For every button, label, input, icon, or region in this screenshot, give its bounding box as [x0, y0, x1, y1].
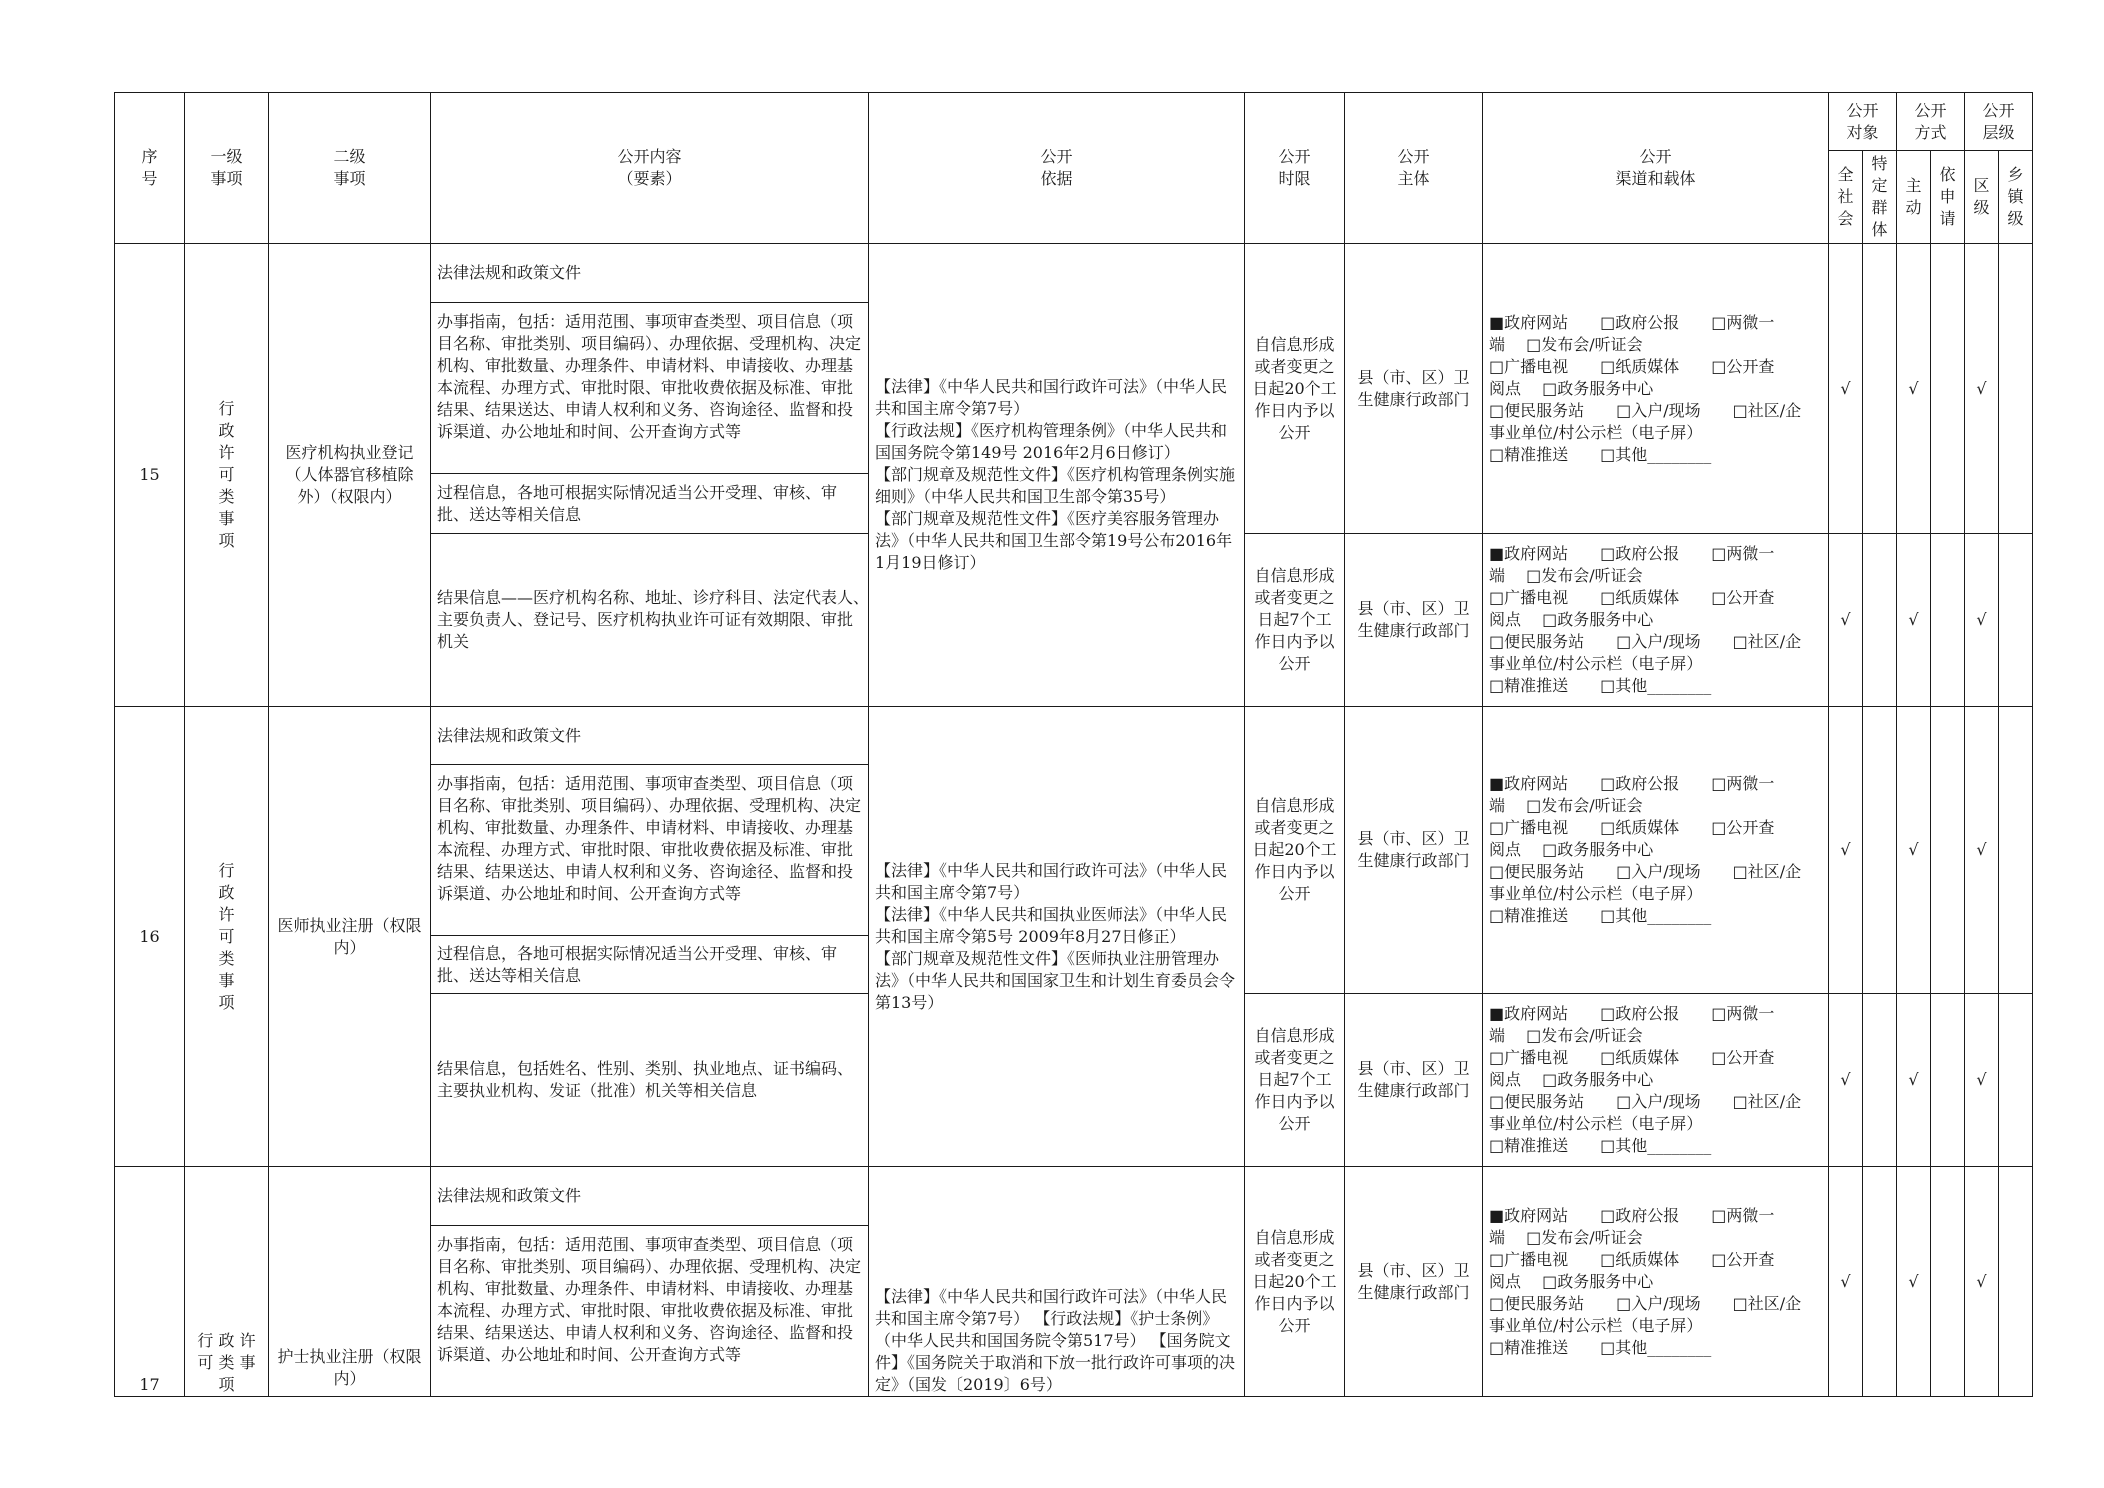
district-check: √ — [1965, 994, 1999, 1167]
active-check: √ — [1897, 534, 1931, 707]
whole-society-check: √ — [1829, 534, 1863, 707]
channel-line: 阅点 □政务服务中心 — [1489, 840, 1654, 859]
channel-line: 端 □发布会/听证会 — [1489, 566, 1643, 585]
channel-cell — [1483, 1167, 1829, 1397]
on-request-check — [1931, 1167, 1965, 1397]
level1-cell: 行 政 许 可 类 事 项 — [185, 707, 269, 1167]
content-guide: 办事指南，包括：适用范围、事项审查类型、项目信息（项目名称、审批类别、项目编码）、办理依据、受理机构、决定机构、审批数量、办理条件、申请材料、申请接收、办理基本流程、办理方式、审批时限、审批收费依据及标准、审批结果、结果送达、申请人权利和义务、咨询途径、监督和投诉渠道、办公地址和时间、公开查询方式等 — [431, 303, 869, 474]
time-limit-cell: 自信息形成或者变更之日起20个工作日内予以公开 — [1245, 707, 1345, 994]
header-whole-society: 全 社 会 — [1829, 151, 1863, 244]
channel-line: □广播电视 □纸质媒体 □公开查 — [1489, 588, 1775, 607]
time-limit-cell: 自信息形成或者变更之日起7个工作日内予以公开 — [1245, 994, 1345, 1167]
header-district: 区 级 — [1965, 151, 1999, 244]
whole-society-check: √ — [1829, 994, 1863, 1167]
level1-cell: 行 政 许 可 类 事 项 — [185, 1167, 269, 1397]
channel-line: □便民服务站 □入户/现场 □社区/企 — [1489, 862, 1802, 881]
specific-group-check — [1863, 244, 1897, 534]
table-row — [115, 1167, 2033, 1226]
header-subject: 公开 主体 — [1345, 93, 1483, 244]
channel-line: □广播电视 □纸质媒体 □公开查 — [1489, 1048, 1775, 1067]
header-active: 主 动 — [1897, 151, 1931, 244]
channel-line: □精准推送 □其他________ — [1489, 906, 1712, 925]
table-row — [115, 244, 2033, 303]
channel-cell — [1483, 244, 1829, 534]
channel-line: □精准推送 □其他________ — [1489, 676, 1712, 695]
district-check: √ — [1965, 1167, 1999, 1397]
channel-line: □便民服务站 □入户/现场 □社区/企 — [1489, 400, 1802, 420]
district-check: √ — [1965, 707, 1999, 994]
header-specific-group: 特 定 群 体 — [1863, 151, 1897, 244]
channel-line: 事业单位/村公示栏（电子屏） — [1489, 422, 1703, 442]
channel-line: 事业单位/村公示栏（电子屏） — [1489, 1315, 1703, 1335]
channel-line: □广播电视 □纸质媒体 □公开查 — [1489, 818, 1775, 837]
channel-line: □便民服务站 □入户/现场 □社区/企 — [1489, 1092, 1802, 1111]
township-check — [1999, 994, 2033, 1167]
subject-cell: 县（市、区）卫生健康行政部门 — [1345, 534, 1483, 707]
basis-cell: 【法律】《中华人民共和国行政许可法》（中华人民共和国主席令第7号） 【行政法规】《医疗机构管理条例》（中华人民共和国国务院令第149号 2016年2月6日修订） 【部门规章及规范性文件】《医疗机构管理条例实施细则》（中华人民共和国卫生部令第35号） 【部门规章及规范性文件】《医疗美容服务管理办法》（中华人民共和国卫生部令第19号公布2016年1月19日修订） — [869, 244, 1245, 707]
channel-line: □便民服务站 □入户/现场 □社区/企 — [1489, 632, 1802, 651]
channel-line: 阅点 □政务服务中心 — [1489, 1070, 1654, 1089]
township-check — [1999, 244, 2033, 534]
header-target: 公开 对象 — [1829, 93, 1897, 151]
channel-line: □便民服务站 □入户/现场 □社区/企 — [1489, 1293, 1802, 1313]
channel-line: 事业单位/村公示栏（电子屏） — [1489, 884, 1703, 903]
channel-line: 事业单位/村公示栏（电子屏） — [1489, 654, 1703, 673]
header-method: 公开 方式 — [1897, 93, 1965, 151]
content-result: 结果信息，包括姓名、性别、类别、执业地点、证书编码、主要执业机构、发证（批准）机关等相关信息 — [431, 994, 869, 1167]
channel-cell — [1483, 707, 1829, 994]
subject-cell: 县（市、区）卫生健康行政部门 — [1345, 1167, 1483, 1397]
channel-line: ■政府网站 □政府公报 □两微一 — [1489, 312, 1775, 332]
whole-society-check: √ — [1829, 244, 1863, 534]
header-level2: 二级 事项 — [269, 93, 431, 244]
content-law-docs: 法律法规和政策文件 — [431, 1167, 869, 1226]
channel-line: ■政府网站 □政府公报 □两微一 — [1489, 1004, 1775, 1023]
seq-cell: 17 — [115, 1167, 185, 1397]
channel-line: ■政府网站 □政府公报 □两微一 — [1489, 544, 1775, 563]
level2-cell: 医疗机构执业登记（人体器官移植除外）（权限内） — [269, 244, 431, 707]
content-process: 过程信息，各地可根据实际情况适当公开受理、审核、审批、送达等相关信息 — [431, 474, 869, 534]
channel-line: ■政府网站 □政府公报 □两微一 — [1489, 1205, 1775, 1225]
time-limit-cell: 自信息形成或者变更之日起7个工作日内予以公开 — [1245, 534, 1345, 707]
table-row — [115, 707, 2033, 765]
channel-line: 端 □发布会/听证会 — [1489, 334, 1643, 354]
channel-line: □精准推送 □其他________ — [1489, 1337, 1712, 1357]
district-check: √ — [1965, 534, 1999, 707]
header-level: 公开 层级 — [1965, 93, 2033, 151]
header-content: 公开内容 （要素） — [431, 93, 869, 244]
on-request-check — [1931, 994, 1965, 1167]
header-time-limit: 公开 时限 — [1245, 93, 1345, 244]
channel-line: 阅点 □政务服务中心 — [1489, 378, 1654, 398]
content-process: 过程信息，各地可根据实际情况适当公开受理、审核、审批、送达等相关信息 — [431, 936, 869, 994]
content-law-docs: 法律法规和政策文件 — [431, 707, 869, 765]
basis-cell: 【法律】《中华人民共和国行政许可法》（中华人民共和国主席令第7号） 【行政法规】《护士条例》（中华人民共和国国务院令第517号） 【国务院文件】《国务院关于取消和下放一批行政许可事项的决定》（国发〔2019〕6号） — [869, 1167, 1245, 1397]
seq-cell: 16 — [115, 707, 185, 1167]
level2-cell: 护士执业注册（权限内） — [269, 1167, 431, 1397]
content-guide: 办事指南，包括：适用范围、事项审查类型、项目信息（项目名称、审批类别、项目编码）、办理依据、受理机构、决定机构、审批数量、办理条件、申请材料、申请接收、办理基本流程、办理方式、审批时限、审批收费依据及标准、审批结果、结果送达、申请人权利和义务、咨询途径、监督和投诉渠道、办公地址和时间、公开查询方式等 — [431, 1226, 869, 1397]
subject-cell: 县（市、区）卫生健康行政部门 — [1345, 244, 1483, 534]
active-check: √ — [1897, 994, 1931, 1167]
header-row-1 — [115, 93, 2033, 151]
on-request-check — [1931, 707, 1965, 994]
township-check — [1999, 534, 2033, 707]
level2-cell: 医师执业注册（权限内） — [269, 707, 431, 1167]
specific-group-check — [1863, 994, 1897, 1167]
subject-cell: 县（市、区）卫生健康行政部门 — [1345, 707, 1483, 994]
channel-line: 端 □发布会/听证会 — [1489, 1026, 1643, 1045]
header-level1: 一级 事项 — [185, 93, 269, 244]
header-township: 乡 镇 级 — [1999, 151, 2033, 244]
time-limit-cell: 自信息形成或者变更之日起20个工作日内予以公开 — [1245, 244, 1345, 534]
on-request-check — [1931, 534, 1965, 707]
channel-line: 阅点 □政务服务中心 — [1489, 610, 1654, 629]
channel-line: 事业单位/村公示栏（电子屏） — [1489, 1114, 1703, 1133]
channel-line: ■政府网站 □政府公报 □两微一 — [1489, 774, 1775, 793]
channel-line: 阅点 □政务服务中心 — [1489, 1271, 1654, 1291]
header-seq: 序 号 — [115, 93, 185, 244]
channel-cell — [1483, 534, 1829, 707]
whole-society-check: √ — [1829, 1167, 1863, 1397]
content-guide: 办事指南，包括：适用范围、事项审查类型、项目信息（项目名称、审批类别、项目编码）、办理依据、受理机构、决定机构、审批数量、办理条件、申请材料、申请接收、办理基本流程、办理方式、审批时限、审批收费依据及标准、审批结果、结果送达、申请人权利和义务、咨询途径、监督和投诉渠道、办公地址和时间、公开查询方式等 — [431, 765, 869, 936]
specific-group-check — [1863, 534, 1897, 707]
channel-cell — [1483, 994, 1829, 1167]
active-check: √ — [1897, 1167, 1931, 1397]
whole-society-check: √ — [1829, 707, 1863, 994]
township-check — [1999, 707, 2033, 994]
district-check: √ — [1965, 244, 1999, 534]
channel-line: 端 □发布会/听证会 — [1489, 796, 1643, 815]
channel-line: □广播电视 □纸质媒体 □公开查 — [1489, 356, 1775, 376]
content-law-docs: 法律法规和政策文件 — [431, 244, 869, 303]
time-limit-cell: 自信息形成或者变更之日起20个工作日内予以公开 — [1245, 1167, 1345, 1397]
specific-group-check — [1863, 1167, 1897, 1397]
content-result: 结果信息——医疗机构名称、地址、诊疗科目、法定代表人、 主要负责人、登记号、医疗机构执业许可证有效期限、审批机关 — [431, 534, 869, 707]
subject-cell: 县（市、区）卫生健康行政部门 — [1345, 994, 1483, 1167]
channel-line: □广播电视 □纸质媒体 □公开查 — [1489, 1249, 1775, 1269]
channel-line: □精准推送 □其他________ — [1489, 1136, 1712, 1155]
header-basis: 公开 依据 — [869, 93, 1245, 244]
channel-line: 端 □发布会/听证会 — [1489, 1227, 1643, 1247]
header-on-request: 依 申 请 — [1931, 151, 1965, 244]
basis-cell: 【法律】《中华人民共和国行政许可法》（中华人民共和国主席令第7号） 【法律】《中华人民共和国执业医师法》（中华人民共和国主席令第5号 2009年8月27日修正） 【部门规章及规范性文件】《医师执业注册管理办法》（中华人民共和国国家卫生和计划生育委员会令第13号） — [869, 707, 1245, 1167]
disclosure-table — [114, 92, 2033, 1397]
active-check: √ — [1897, 707, 1931, 994]
specific-group-check — [1863, 707, 1897, 994]
level1-cell: 行 政 许 可 类 事 项 — [185, 244, 269, 707]
header-channel: 公开 渠道和载体 — [1483, 93, 1829, 244]
channel-line: □精准推送 □其他________ — [1489, 444, 1712, 464]
seq-cell: 15 — [115, 244, 185, 707]
township-check — [1999, 1167, 2033, 1397]
on-request-check — [1931, 244, 1965, 534]
active-check: √ — [1897, 244, 1931, 534]
